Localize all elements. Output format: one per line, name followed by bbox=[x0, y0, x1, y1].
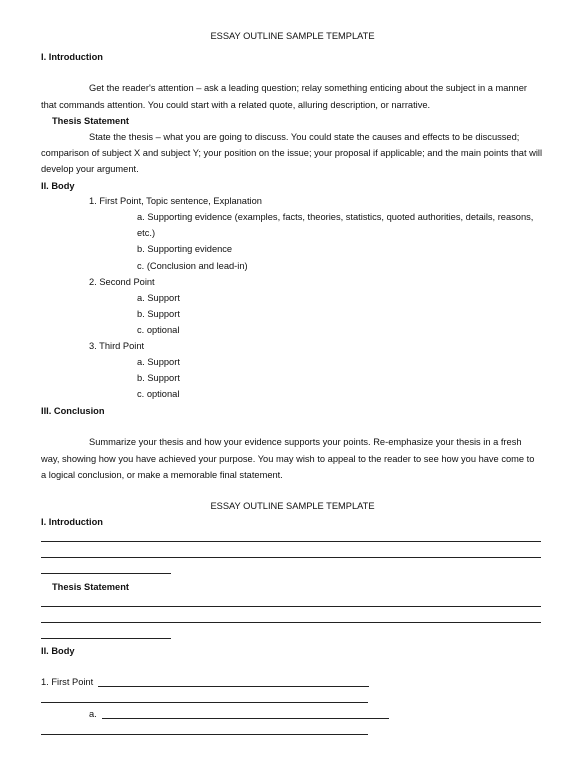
thesis-text-line: State the thesis – what you are going to discuss. You could state the causes and effects to be discussed; bbox=[89, 132, 520, 142]
outline-subpoint: b. Supporting evidence bbox=[137, 244, 233, 254]
intro-text-line: that commands attention. You could start with a related quote, alluring description, or narrative. bbox=[41, 100, 431, 110]
thesis-statement-heading: Thesis Statement bbox=[52, 116, 129, 126]
fill-in-line bbox=[41, 573, 171, 574]
fill-in-line bbox=[41, 606, 541, 607]
thesis-text-line: comparison of subject X and subject Y; your position on the issue; your proposal if applicable; and the main points that will bbox=[41, 148, 543, 158]
intro-text-line: Get the reader's attention – ask a leading question; relay something enticing about the subject in a manner bbox=[89, 83, 527, 93]
fill-in-line bbox=[102, 718, 389, 719]
outline-subpoint: c. optional bbox=[137, 389, 180, 399]
fill-in-line bbox=[41, 541, 541, 542]
conclusion-text-line: Summarize your thesis and how your evidence supports your points. Re-emphasize your thesis in a fresh bbox=[89, 437, 522, 447]
thesis-text-line: develop your argument. bbox=[41, 164, 139, 174]
template-first-point-label: 1. First Point bbox=[41, 677, 94, 687]
outline-subpoint: etc.) bbox=[137, 228, 156, 238]
fill-in-line bbox=[98, 686, 369, 687]
template-introduction-heading: I. Introduction bbox=[41, 517, 103, 527]
outline-subpoint: b. Support bbox=[137, 373, 180, 383]
conclusion-heading: III. Conclusion bbox=[41, 406, 105, 416]
template-title: ESSAY OUTLINE SAMPLE TEMPLATE bbox=[210, 501, 375, 511]
outline-point: 3. Third Point bbox=[89, 341, 145, 351]
outline-point: 2. Second Point bbox=[89, 277, 155, 287]
fill-in-line bbox=[41, 702, 368, 703]
outline-subpoint: a. Supporting evidence (examples, facts, theories, statistics, quoted authorities, details, reasons, bbox=[137, 212, 534, 222]
conclusion-text-line: way, showing how you have achieved your purpose. You may wish to appeal to the reader to see how you have come to bbox=[41, 454, 535, 464]
outline-subpoint: c. optional bbox=[137, 325, 180, 335]
outline-point: 1. First Point, Topic sentence, Explanation bbox=[89, 196, 262, 206]
conclusion-text-line: a logical conclusion, or make a memorable final statement. bbox=[41, 470, 283, 480]
outline-subpoint: c. (Conclusion and lead-in) bbox=[137, 261, 248, 271]
fill-in-line bbox=[41, 734, 368, 735]
template-sub-a-label: a. bbox=[89, 709, 97, 719]
fill-in-line bbox=[41, 622, 541, 623]
outline-subpoint: a. Support bbox=[137, 293, 180, 303]
fill-in-line bbox=[41, 557, 541, 558]
document-title: ESSAY OUTLINE SAMPLE TEMPLATE bbox=[210, 31, 375, 41]
outline-subpoint: b. Support bbox=[137, 309, 180, 319]
outline-subpoint: a. Support bbox=[137, 357, 180, 367]
template-thesis-heading: Thesis Statement bbox=[52, 582, 129, 592]
fill-in-line bbox=[41, 638, 171, 639]
body-heading: II. Body bbox=[41, 181, 75, 191]
introduction-heading: I. Introduction bbox=[41, 52, 103, 62]
template-body-heading: II. Body bbox=[41, 646, 75, 656]
